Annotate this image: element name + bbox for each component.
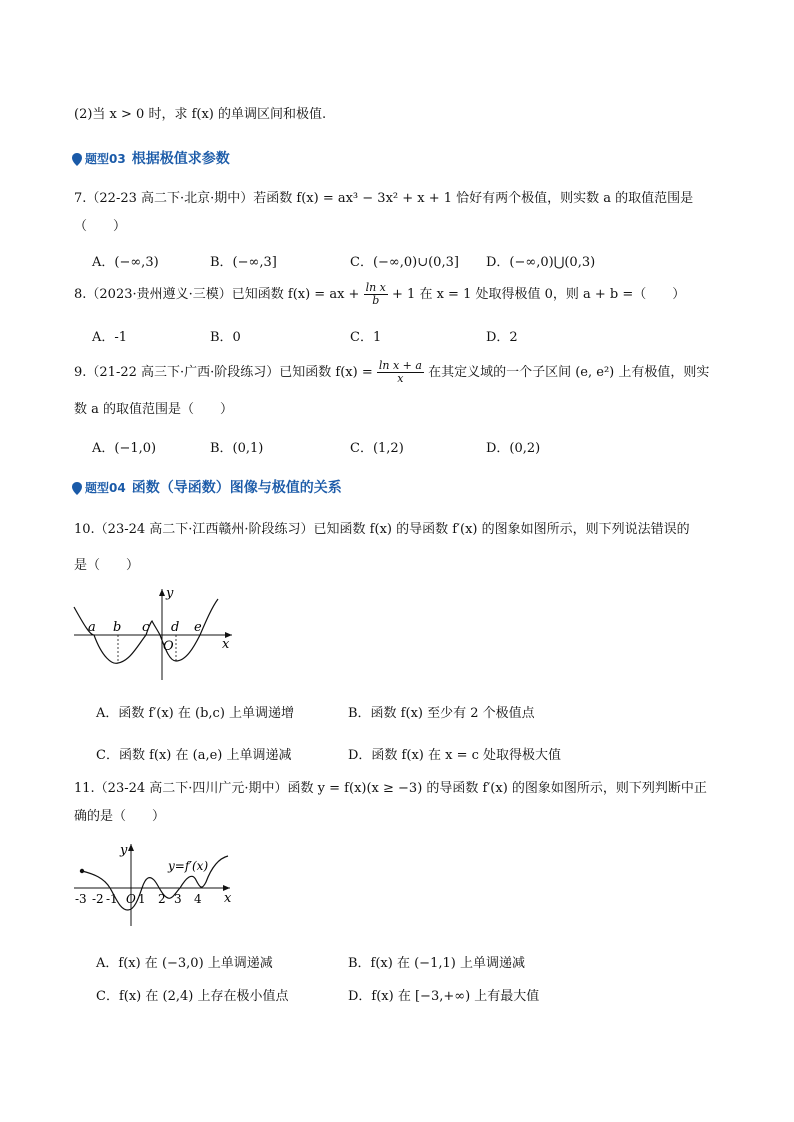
y-axis-arrow bbox=[128, 844, 134, 851]
q9-option-b[interactable]: B．(0,1) bbox=[210, 441, 264, 456]
y-axis-label: y bbox=[120, 843, 128, 858]
q8-option-a[interactable]: A．-1 bbox=[92, 330, 128, 345]
q11-option-a[interactable]: A．f(x) 在 (−3,0) 上单调递减 bbox=[96, 956, 273, 971]
q11-option-d[interactable]: D．f(x) 在 [−3,+∞) 上有最大值 bbox=[348, 989, 540, 1004]
label-b: b bbox=[113, 620, 122, 635]
q11-stem-line2: 确的是（ ） bbox=[74, 809, 166, 824]
tick-4: 4 bbox=[194, 892, 202, 906]
q8-stem bbox=[74, 282, 685, 307]
q11-option-b[interactable]: B．f(x) 在 (−1,1) 上单调递减 bbox=[348, 956, 525, 971]
q10-option-b[interactable]: B．函数 f(x) 至少有 2 个极值点 bbox=[348, 706, 535, 721]
x-axis-label: x bbox=[224, 891, 232, 906]
q9-stem-line2: 数 a 的取值范围是（ ） bbox=[74, 402, 234, 417]
label-d: d bbox=[171, 620, 180, 635]
tick-neg2: -2 bbox=[92, 892, 104, 906]
q7-option-d[interactable]: D．(−∞,0)⋃(0,3) bbox=[486, 255, 596, 270]
q8-frac-num: ln x bbox=[365, 281, 386, 294]
q10-option-a[interactable]: A．函数 f′(x) 在 (b,c) 上单调递增 bbox=[96, 706, 295, 721]
q9-frac-num: ln x + a bbox=[378, 359, 422, 372]
tick-neg1: -1 bbox=[106, 892, 118, 906]
section-title: 函数（导函数）图像与极值的关系 bbox=[131, 480, 342, 496]
q10-stem-line2: 是（ ） bbox=[74, 558, 140, 573]
origin-label: O bbox=[126, 892, 136, 906]
x-axis-label: x bbox=[222, 637, 230, 652]
q7-stem: 7.（22-23 高二下·北京·期中）若函数 f(x) = ax³ − 3x² + x + 1 恰好有两个极值，则实数 a 的取值范围是 bbox=[74, 191, 694, 206]
location-pin-icon bbox=[72, 153, 82, 166]
q8-option-d[interactable]: D．2 bbox=[486, 330, 518, 345]
q9-fraction bbox=[377, 360, 424, 385]
q9-stem-pre: 9.（21-22 高三下·广西·阶段练习）已知函数 f(x) = bbox=[74, 365, 373, 381]
tick-1: 1 bbox=[138, 892, 146, 906]
q11-derivative-graph bbox=[72, 838, 242, 930]
label-c: c bbox=[142, 620, 150, 635]
q7-option-b[interactable]: B．(−∞,3] bbox=[210, 255, 277, 270]
section-title: 根据极值求参数 bbox=[131, 151, 230, 167]
curve-label: y=f′(x) bbox=[168, 859, 209, 873]
q8-stem-post: + 1 在 x = 1 处取得极值 0，则 a + b =（ ） bbox=[392, 287, 686, 303]
q10-option-d[interactable]: D．函数 f(x) 在 x = c 处取得极大值 bbox=[348, 748, 562, 763]
q9-option-a[interactable]: A．(−1,0) bbox=[92, 441, 157, 456]
origin-label: O bbox=[163, 639, 174, 654]
part-2-question: (2)当 x > 0 时，求 f(x) 的单调区间和极值. bbox=[74, 107, 327, 122]
location-pin-icon bbox=[72, 482, 82, 495]
q8-fraction bbox=[364, 282, 388, 307]
q9-option-c[interactable]: C．(1,2) bbox=[350, 441, 404, 456]
q10-option-c[interactable]: C．函数 f(x) 在 (a,e) 上单调递减 bbox=[96, 748, 292, 763]
label-a: a bbox=[88, 620, 96, 635]
q11-option-c[interactable]: C．f(x) 在 (2,4) 上存在极小值点 bbox=[96, 989, 289, 1004]
q9-stem-post: 在其定义域的一个子区间 (e, e²) 上有极值，则实 bbox=[428, 365, 710, 381]
q7-bracket: （ ） bbox=[74, 219, 127, 234]
q7-option-a[interactable]: A．(−∞,3) bbox=[92, 255, 159, 270]
q11-stem: 11.（23-24 高二下·四川广元·期中）函数 y = f(x)(x ≥ −3) 的导函数 f′(x) 的图象如图所示，则下列判断中正 bbox=[74, 781, 707, 796]
q9-option-d[interactable]: D．(0,2) bbox=[486, 441, 541, 456]
tick-2: 2 bbox=[158, 892, 166, 906]
y-axis-arrow bbox=[159, 589, 165, 596]
section-heading-type03 bbox=[72, 151, 230, 168]
q9-frac-den: x bbox=[397, 372, 404, 386]
q7-option-c[interactable]: C．(−∞,0)∪(0,3] bbox=[350, 255, 459, 270]
q9-stem bbox=[74, 360, 709, 385]
q10-derivative-graph bbox=[72, 585, 242, 685]
y-axis-label: y bbox=[166, 586, 174, 601]
tick-3: 3 bbox=[174, 892, 182, 906]
q8-stem-pre: 8.（2023·贵州遵义·三模）已知函数 f(x) = ax + bbox=[74, 287, 360, 303]
q10-stem: 10.（23-24 高二下·江西赣州·阶段练习）已知函数 f(x) 的导函数 f′(x) 的图象如图所示，则下列说法错误的 bbox=[74, 522, 690, 537]
section-prefix: 题型03 bbox=[85, 152, 126, 167]
q8-frac-den: b bbox=[372, 294, 380, 308]
q8-option-c[interactable]: C．1 bbox=[350, 330, 382, 345]
q8-option-b[interactable]: B．0 bbox=[210, 330, 241, 345]
section-prefix: 题型04 bbox=[85, 481, 126, 496]
label-e: e bbox=[194, 620, 202, 635]
tick-neg3: -3 bbox=[75, 892, 87, 906]
section-heading-type04 bbox=[72, 480, 342, 497]
